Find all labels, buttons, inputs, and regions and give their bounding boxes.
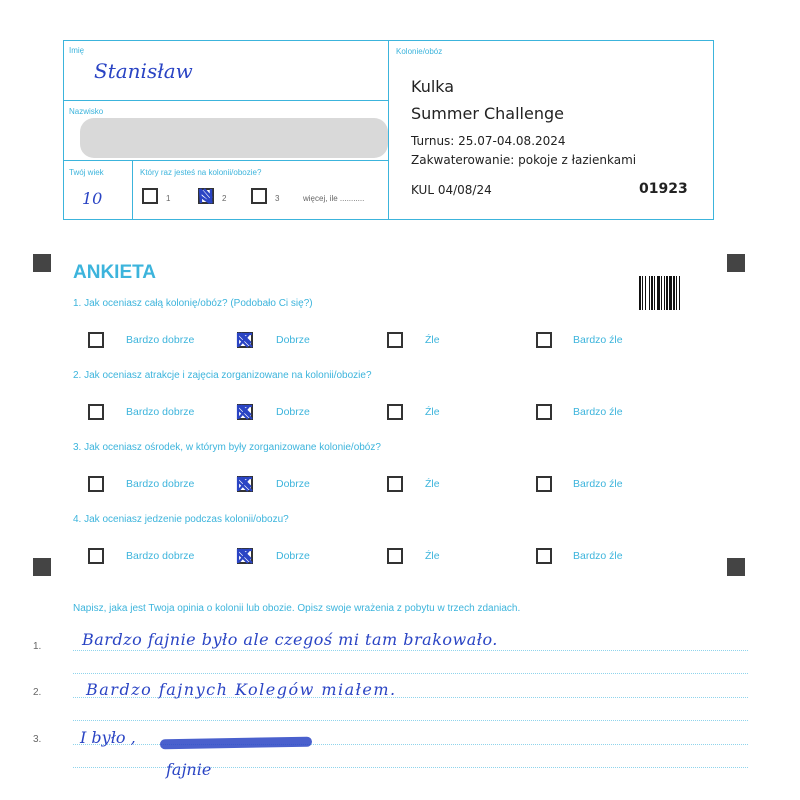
question-1-checkbox-4[interactable]: [536, 332, 552, 348]
checkmark-icon: [236, 403, 254, 421]
question-1-checkbox-2[interactable]: [237, 332, 253, 348]
question-3-checkbox-2[interactable]: [237, 476, 253, 492]
times-checkbox-3[interactable]: [251, 188, 267, 204]
registration-marker-bottom-right: [727, 558, 745, 576]
barcode-bar: [649, 276, 650, 310]
question-2-option-2: Dobrze: [276, 406, 310, 418]
surname-redacted: [80, 118, 388, 158]
checkmark-icon: [236, 547, 254, 565]
times-checkbox-1[interactable]: [142, 188, 158, 204]
barcode-bar: [673, 276, 675, 310]
barcode-icon: [639, 276, 693, 310]
question-3-checkbox-3[interactable]: [387, 476, 403, 492]
times-cell: [133, 161, 389, 220]
question-2-option-1: Bardzo dobrze: [126, 406, 195, 418]
times-option-more: więcej, ile ...........: [303, 194, 365, 203]
question-1-option-2: Dobrze: [276, 334, 310, 346]
question-3-checkbox-4[interactable]: [536, 476, 552, 492]
question-2-checkbox-1[interactable]: [88, 404, 104, 420]
times-option-1: 1: [166, 194, 171, 203]
barcode-bar: [657, 276, 660, 310]
checkmark-icon: [236, 331, 254, 349]
barcode-bar: [679, 276, 680, 310]
age-value[interactable]: 10: [82, 189, 103, 208]
question-4-checkbox-1[interactable]: [88, 548, 104, 564]
question-2-checkbox-4[interactable]: [536, 404, 552, 420]
times-option-3: 3: [275, 194, 280, 203]
barcode-bar: [645, 276, 646, 310]
barcode-bar: [661, 276, 662, 310]
answer-3[interactable]: I było ,: [80, 728, 136, 747]
question-1-option-1: Bardzo dobrze: [126, 334, 195, 346]
camp-cell: [389, 41, 714, 220]
camp-code: KUL 04/08/24: [411, 183, 492, 197]
camp-program: Summer Challenge: [411, 104, 564, 123]
header-form: [63, 40, 714, 220]
answer-3-continuation[interactable]: fajnie: [166, 760, 212, 779]
question-2-checkbox-3[interactable]: [387, 404, 403, 420]
age-cell: [64, 161, 133, 220]
question-4-checkbox-4[interactable]: [536, 548, 552, 564]
barcode-bar: [654, 276, 655, 310]
registration-marker-top-right: [727, 254, 745, 272]
form-number: 01923: [639, 181, 688, 197]
registration-marker-top-left: [33, 254, 51, 272]
question-1-option-4: Bardzo źle: [573, 334, 623, 346]
accommodation: Zakwaterowanie: pokoje z łazienkami: [411, 153, 637, 167]
answer-line-1b: [73, 673, 748, 674]
checkmark-icon: [198, 188, 214, 204]
times-checkbox-2[interactable]: [198, 188, 214, 204]
question-3-option-3: Źle: [425, 478, 440, 490]
line-number-3: 3.: [33, 734, 42, 745]
question-4-option-4: Bardzo źle: [573, 550, 623, 562]
surname-label: Nazwisko: [69, 107, 104, 116]
age-label: Twój wiek: [69, 168, 104, 177]
answer-line-1: [73, 650, 748, 651]
question-2-checkbox-2[interactable]: [237, 404, 253, 420]
question-3-option-2: Dobrze: [276, 478, 310, 490]
question-4-checkbox-2[interactable]: [237, 548, 253, 564]
question-2-option-4: Bardzo źle: [573, 406, 623, 418]
question-3-option-1: Bardzo dobrze: [126, 478, 195, 490]
question-2-option-3: Źle: [425, 406, 440, 418]
question-1-option-3: Źle: [425, 334, 440, 346]
question-3-option-4: Bardzo źle: [573, 478, 623, 490]
question-3-checkbox-1[interactable]: [88, 476, 104, 492]
question-4-text: 4. Jak oceniasz jedzenie podczas kolonii/obozu?: [73, 514, 289, 525]
name-value[interactable]: Stanisław: [94, 59, 193, 83]
question-1-text: 1. Jak oceniasz całą kolonię/obóz? (Podobało Ci się?): [73, 298, 313, 309]
answer-1[interactable]: Bardzo fajnie było ale czegoś mi tam brakowało.: [82, 630, 498, 649]
barcode-bar: [639, 276, 641, 310]
name-label: Imię: [69, 46, 85, 55]
question-4-option-2: Dobrze: [276, 550, 310, 562]
question-1-checkbox-3[interactable]: [387, 332, 403, 348]
times-option-2: 2: [222, 194, 227, 203]
line-number-1: 1.: [33, 641, 42, 652]
camp-label: Kolonie/obóz: [396, 47, 443, 56]
survey-title: ANKIETA: [73, 262, 157, 283]
barcode-bar: [651, 276, 653, 310]
answer-2[interactable]: Bardzo fajnych Kolegów miałem.: [86, 680, 397, 699]
times-label: Który raz jesteś na kolonii/obozie?: [140, 168, 262, 177]
answer-line-2b: [73, 720, 748, 721]
question-4-option-3: Źle: [425, 550, 440, 562]
barcode-bar: [664, 276, 665, 310]
name-cell: [64, 41, 389, 101]
opinion-prompt: Napisz, jaka jest Twoja opinia o kolonii lub obozie. Opisz swoje wrażenia z pobytu w trzech zdaniach.: [73, 603, 521, 614]
line-number-2: 2.: [33, 687, 42, 698]
camp-name: Kulka: [411, 77, 455, 96]
checkmark-icon: [236, 475, 254, 493]
registration-marker-bottom-left: [33, 558, 51, 576]
question-3-text: 3. Jak oceniasz ośrodek, w którym były zorganizowane kolonie/obóz?: [73, 442, 381, 453]
surname-cell: [64, 101, 389, 161]
barcode-bar: [669, 276, 672, 310]
barcode-bar: [666, 276, 668, 310]
question-1-checkbox-1[interactable]: [88, 332, 104, 348]
turnus-dates: Turnus: 25.07-04.08.2024: [411, 134, 566, 148]
crossed-out-text: [160, 737, 312, 750]
question-4-option-1: Bardzo dobrze: [126, 550, 195, 562]
barcode-bar: [676, 276, 677, 310]
question-4-checkbox-3[interactable]: [387, 548, 403, 564]
barcode-bar: [642, 276, 643, 310]
question-2-text: 2. Jak oceniasz atrakcje i zajęcia zorganizowane na kolonii/obozie?: [73, 370, 372, 381]
